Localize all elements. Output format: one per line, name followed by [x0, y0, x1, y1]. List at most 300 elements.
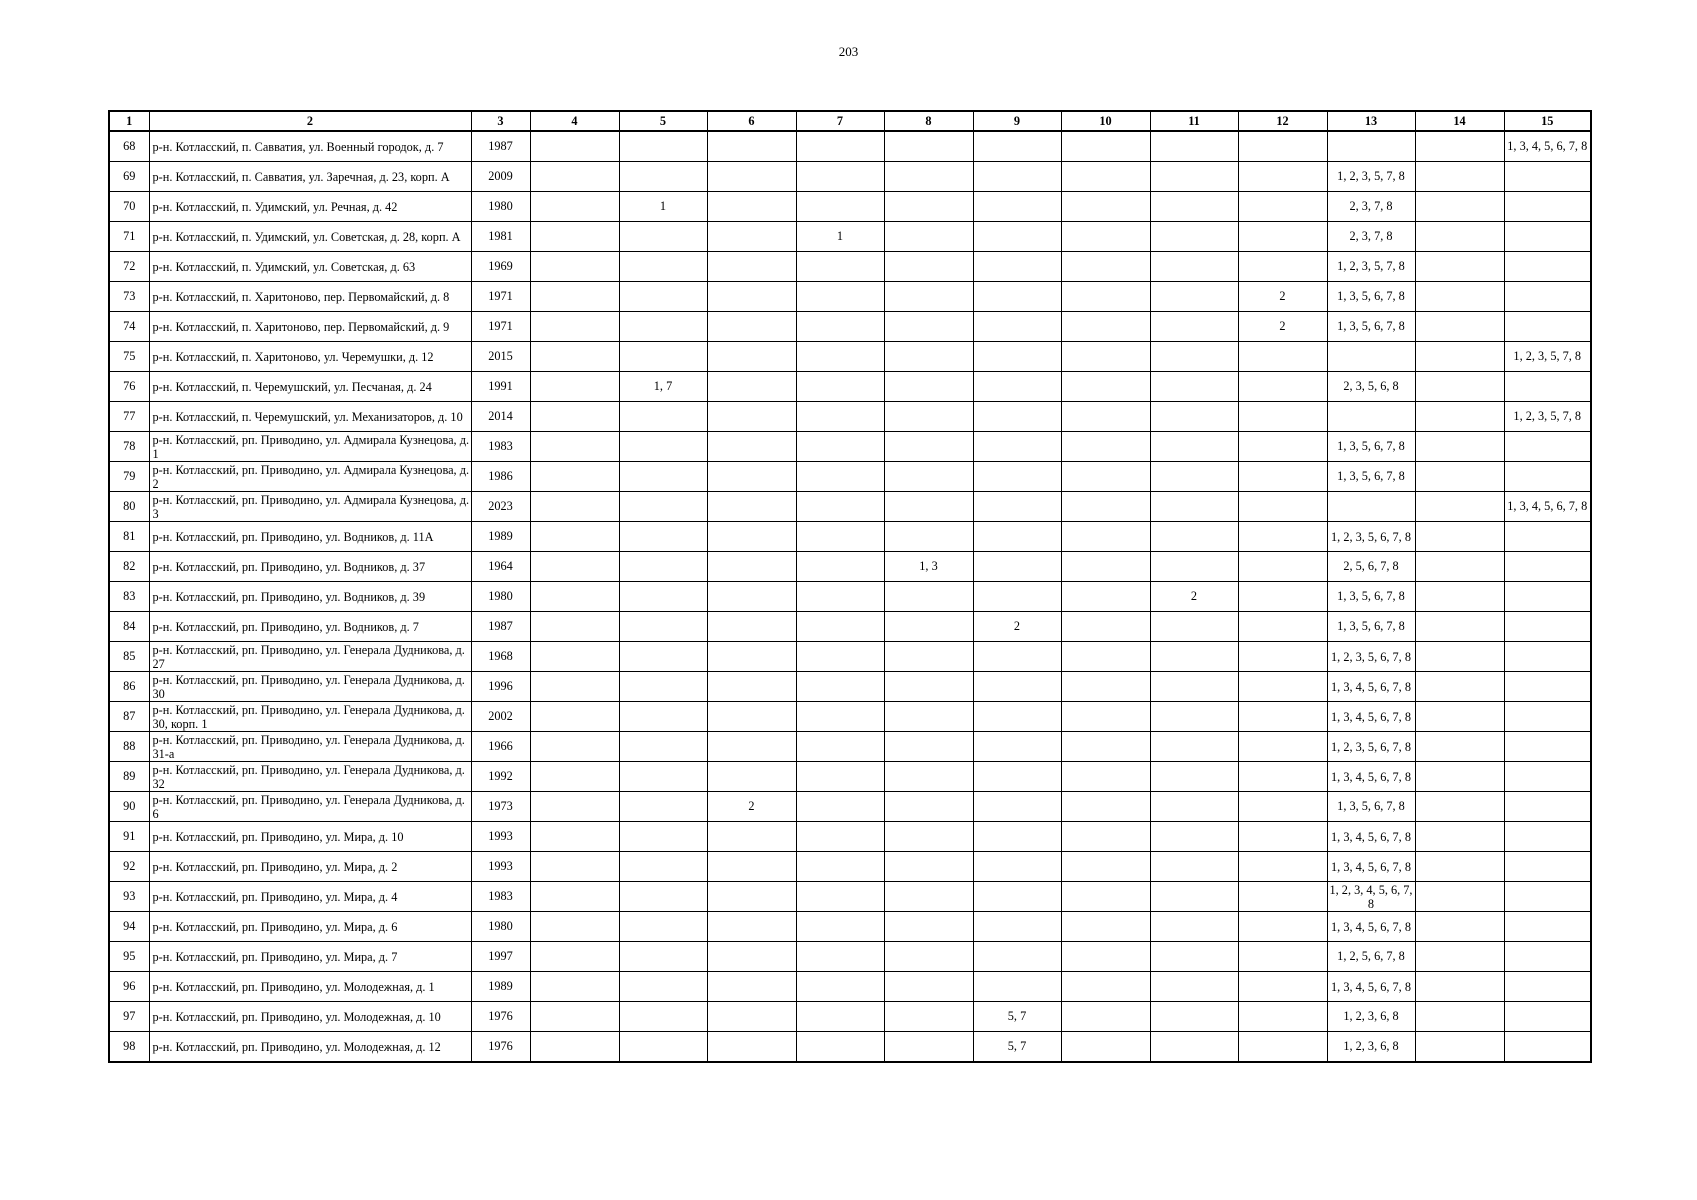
value-cell [796, 492, 884, 522]
value-cell [1061, 462, 1150, 492]
value-cell [1415, 252, 1504, 282]
value-cell [796, 1002, 884, 1032]
value-cell [884, 882, 973, 912]
row-number-cell: 70 [109, 192, 149, 222]
year-cell: 1971 [471, 282, 530, 312]
value-cell [1061, 492, 1150, 522]
address-cell: р-н. Котласский, рп. Приводино, ул. Генерала Дудникова, д. 31-а [149, 732, 471, 762]
value-cell [619, 492, 707, 522]
value-cell [796, 462, 884, 492]
value-cell [796, 642, 884, 672]
value-cell [530, 432, 619, 462]
value-cell [530, 462, 619, 492]
value-cell [796, 162, 884, 192]
value-cell [1150, 912, 1238, 942]
value-cell [796, 552, 884, 582]
value-cell [973, 582, 1061, 612]
year-cell: 1980 [471, 912, 530, 942]
value-cell [1150, 372, 1238, 402]
address-cell: р-н. Котласский, п. Удимский, ул. Советская, д. 28, корп. А [149, 222, 471, 252]
year-cell: 2009 [471, 162, 530, 192]
value-cell [1061, 972, 1150, 1002]
value-cell [1150, 282, 1238, 312]
table-row [109, 432, 1591, 462]
year-cell: 1964 [471, 552, 530, 582]
table-row [109, 192, 1591, 222]
value-cell [973, 642, 1061, 672]
value-cell: 1, 2, 5, 6, 7, 8 [1327, 942, 1415, 972]
year-cell: 1987 [471, 612, 530, 642]
value-cell: 1, 3, 5, 6, 7, 8 [1327, 312, 1415, 342]
value-cell [707, 582, 796, 612]
value-cell: 1, 3, 4, 5, 6, 7, 8 [1327, 822, 1415, 852]
column-header-13: 13 [1327, 111, 1415, 131]
value-cell [1504, 642, 1591, 672]
row-number-cell: 83 [109, 582, 149, 612]
column-header-8: 8 [884, 111, 973, 131]
column-header-11: 11 [1150, 111, 1238, 131]
column-header-3: 3 [471, 111, 530, 131]
value-cell [530, 492, 619, 522]
year-cell: 1987 [471, 131, 530, 162]
column-header-2: 2 [149, 111, 471, 131]
value-cell [1238, 1002, 1327, 1032]
row-number-cell: 75 [109, 342, 149, 372]
row-number-cell: 97 [109, 1002, 149, 1032]
value-cell [1415, 642, 1504, 672]
value-cell [1415, 222, 1504, 252]
address-cell: р-н. Котласский, п. Харитоново, пер. Первомайский, д. 8 [149, 282, 471, 312]
table-row [109, 342, 1591, 372]
value-cell: 1 [619, 192, 707, 222]
address-cell: р-н. Котласский, п. Черемушский, ул. Механизаторов, д. 10 [149, 402, 471, 432]
value-cell [1238, 972, 1327, 1002]
value-cell [1238, 252, 1327, 282]
value-cell [1504, 282, 1591, 312]
value-cell [973, 792, 1061, 822]
value-cell [1061, 402, 1150, 432]
value-cell [530, 912, 619, 942]
value-cell [1504, 942, 1591, 972]
value-cell [1504, 312, 1591, 342]
value-cell [973, 222, 1061, 252]
value-cell [619, 1032, 707, 1063]
value-cell [1238, 732, 1327, 762]
value-cell [530, 822, 619, 852]
year-cell: 1980 [471, 192, 530, 222]
value-cell [1061, 282, 1150, 312]
value-cell [707, 312, 796, 342]
value-cell [1061, 882, 1150, 912]
value-cell [707, 972, 796, 1002]
value-cell [1415, 492, 1504, 522]
table-row [109, 882, 1591, 912]
value-cell [884, 312, 973, 342]
value-cell [530, 192, 619, 222]
value-cell [796, 702, 884, 732]
value-cell [1415, 1002, 1504, 1032]
value-cell [973, 192, 1061, 222]
value-cell [1150, 822, 1238, 852]
column-header-15: 15 [1504, 111, 1591, 131]
value-cell [973, 552, 1061, 582]
value-cell [796, 822, 884, 852]
value-cell [973, 312, 1061, 342]
year-cell: 1989 [471, 972, 530, 1002]
row-number-cell: 95 [109, 942, 149, 972]
value-cell [1415, 282, 1504, 312]
value-cell [707, 552, 796, 582]
value-cell [1061, 522, 1150, 552]
value-cell [796, 522, 884, 552]
year-cell: 1993 [471, 852, 530, 882]
value-cell [530, 552, 619, 582]
table-row [109, 972, 1591, 1002]
year-cell: 1992 [471, 762, 530, 792]
value-cell [619, 732, 707, 762]
value-cell [973, 131, 1061, 162]
value-cell [796, 942, 884, 972]
value-cell [530, 972, 619, 1002]
value-cell [1061, 342, 1150, 372]
value-cell: 1, 3, 4, 5, 6, 7, 8 [1327, 852, 1415, 882]
table-row [109, 1032, 1591, 1063]
value-cell: 2 [1150, 582, 1238, 612]
value-cell [530, 312, 619, 342]
value-cell [619, 852, 707, 882]
table-row [109, 402, 1591, 432]
value-cell [1238, 402, 1327, 432]
value-cell [1415, 762, 1504, 792]
value-cell [707, 522, 796, 552]
value-cell: 1, 3, 4, 5, 6, 7, 8 [1327, 972, 1415, 1002]
address-cell: р-н. Котласский, п. Савватия, ул. Заречная, д. 23, корп. А [149, 162, 471, 192]
value-cell [1504, 552, 1591, 582]
value-cell [619, 702, 707, 732]
page-number: 203 [838, 44, 859, 59]
value-cell [1415, 432, 1504, 462]
value-cell [1415, 552, 1504, 582]
value-cell [973, 282, 1061, 312]
value-cell [1238, 432, 1327, 462]
table-row [109, 462, 1591, 492]
value-cell [707, 1032, 796, 1063]
value-cell [707, 402, 796, 432]
value-cell [530, 522, 619, 552]
value-cell [530, 1002, 619, 1032]
row-number-cell: 91 [109, 822, 149, 852]
value-cell [1150, 612, 1238, 642]
value-cell [1150, 1002, 1238, 1032]
value-cell: 2 [1238, 312, 1327, 342]
value-cell [1238, 702, 1327, 732]
value-cell [1150, 462, 1238, 492]
value-cell [1061, 612, 1150, 642]
address-cell: р-н. Котласский, рп. Приводино, ул. Водников, д. 37 [149, 552, 471, 582]
value-cell [1238, 492, 1327, 522]
value-cell [973, 972, 1061, 1002]
year-cell: 1983 [471, 432, 530, 462]
row-number-cell: 88 [109, 732, 149, 762]
value-cell [973, 372, 1061, 402]
value-cell [530, 882, 619, 912]
value-cell: 1, 3, 4, 5, 6, 7, 8 [1504, 492, 1591, 522]
value-cell: 1, 2, 3, 5, 6, 7, 8 [1327, 522, 1415, 552]
value-cell: 5, 7 [973, 1032, 1061, 1063]
value-cell [1415, 972, 1504, 1002]
value-cell [1504, 162, 1591, 192]
value-cell: 1, 3, 5, 6, 7, 8 [1327, 582, 1415, 612]
table-body [109, 131, 1591, 1062]
table-row [109, 642, 1591, 672]
value-cell [1504, 522, 1591, 552]
value-cell [796, 342, 884, 372]
value-cell [619, 942, 707, 972]
value-cell [1150, 312, 1238, 342]
value-cell [796, 672, 884, 702]
value-cell [1061, 252, 1150, 282]
value-cell [1061, 582, 1150, 612]
value-cell [1415, 131, 1504, 162]
address-cell: р-н. Котласский, рп. Приводино, ул. Адмирала Кузнецова, д. 2 [149, 462, 471, 492]
value-cell [973, 822, 1061, 852]
value-cell [884, 462, 973, 492]
value-cell [707, 1002, 796, 1032]
value-cell: 1, 3, 4, 5, 6, 7, 8 [1327, 912, 1415, 942]
value-cell [530, 942, 619, 972]
value-cell: 2, 5, 6, 7, 8 [1327, 552, 1415, 582]
value-cell: 2, 3, 7, 8 [1327, 222, 1415, 252]
value-cell [1327, 131, 1415, 162]
value-cell [884, 612, 973, 642]
row-number-cell: 89 [109, 762, 149, 792]
value-cell [1150, 131, 1238, 162]
value-cell [973, 522, 1061, 552]
value-cell: 1, 3, 5, 6, 7, 8 [1327, 462, 1415, 492]
value-cell [619, 1002, 707, 1032]
value-cell [1415, 912, 1504, 942]
value-cell [1061, 702, 1150, 732]
value-cell [707, 762, 796, 792]
row-number-cell: 87 [109, 702, 149, 732]
value-cell [1504, 792, 1591, 822]
value-cell [973, 432, 1061, 462]
value-cell [1327, 492, 1415, 522]
column-header-7: 7 [796, 111, 884, 131]
value-cell [1415, 402, 1504, 432]
table-row [109, 792, 1591, 822]
table-row [109, 942, 1591, 972]
value-cell [1061, 942, 1150, 972]
value-cell [619, 672, 707, 702]
value-cell: 1, 2, 3, 5, 6, 7, 8 [1327, 732, 1415, 762]
value-cell [707, 882, 796, 912]
address-cell: р-н. Котласский, рп. Приводино, ул. Мира, д. 4 [149, 882, 471, 912]
value-cell: 1, 2, 3, 4, 5, 6, 7, 8 [1327, 882, 1415, 912]
value-cell [1504, 462, 1591, 492]
value-cell: 1, 7 [619, 372, 707, 402]
value-cell [1061, 852, 1150, 882]
value-cell [530, 372, 619, 402]
value-cell [1150, 852, 1238, 882]
value-cell [1061, 192, 1150, 222]
row-number-cell: 68 [109, 131, 149, 162]
value-cell: 1, 3, 4, 5, 6, 7, 8 [1327, 702, 1415, 732]
value-cell [1061, 792, 1150, 822]
value-cell [1504, 972, 1591, 1002]
value-cell [1150, 402, 1238, 432]
value-cell [1415, 462, 1504, 492]
value-cell [1504, 702, 1591, 732]
row-number-cell: 90 [109, 792, 149, 822]
value-cell [796, 972, 884, 1002]
value-cell [1415, 312, 1504, 342]
column-header-1: 1 [109, 111, 149, 131]
row-number-cell: 81 [109, 522, 149, 552]
value-cell [530, 1032, 619, 1063]
value-cell [707, 222, 796, 252]
address-cell: р-н. Котласский, п. Удимский, ул. Советская, д. 63 [149, 252, 471, 282]
value-cell [1238, 1032, 1327, 1063]
column-header-10: 10 [1061, 111, 1150, 131]
value-cell [973, 942, 1061, 972]
value-cell [796, 312, 884, 342]
row-number-cell: 73 [109, 282, 149, 312]
value-cell [530, 222, 619, 252]
value-cell: 1, 3 [884, 552, 973, 582]
value-cell [707, 702, 796, 732]
table-row [109, 372, 1591, 402]
value-cell [884, 342, 973, 372]
value-cell [707, 342, 796, 372]
value-cell [884, 1002, 973, 1032]
row-number-cell: 96 [109, 972, 149, 1002]
column-header-14: 14 [1415, 111, 1504, 131]
value-cell [1327, 342, 1415, 372]
value-cell [707, 912, 796, 942]
value-cell [796, 792, 884, 822]
value-cell [884, 762, 973, 792]
table-row [109, 282, 1591, 312]
value-cell [973, 912, 1061, 942]
value-cell [884, 222, 973, 252]
value-cell [619, 762, 707, 792]
value-cell [796, 882, 884, 912]
value-cell [530, 642, 619, 672]
value-cell [1327, 402, 1415, 432]
value-cell [619, 162, 707, 192]
address-cell: р-н. Котласский, рп. Приводино, ул. Генерала Дудникова, д. 27 [149, 642, 471, 672]
value-cell [1415, 342, 1504, 372]
value-cell [1150, 642, 1238, 672]
value-cell [530, 342, 619, 372]
value-cell [1061, 552, 1150, 582]
value-cell: 1, 3, 4, 5, 6, 7, 8 [1327, 762, 1415, 792]
value-cell [707, 822, 796, 852]
value-cell [707, 852, 796, 882]
value-cell: 1, 2, 3, 5, 7, 8 [1327, 252, 1415, 282]
value-cell [619, 882, 707, 912]
value-cell [619, 972, 707, 1002]
value-cell [973, 492, 1061, 522]
year-cell: 2015 [471, 342, 530, 372]
value-cell [884, 792, 973, 822]
year-cell: 1973 [471, 792, 530, 822]
address-cell: р-н. Котласский, рп. Приводино, ул. Молодежная, д. 10 [149, 1002, 471, 1032]
value-cell: 1, 3, 5, 6, 7, 8 [1327, 282, 1415, 312]
value-cell [1238, 192, 1327, 222]
table-row [109, 252, 1591, 282]
value-cell [884, 732, 973, 762]
address-cell: р-н. Котласский, рп. Приводино, ул. Молодежная, д. 1 [149, 972, 471, 1002]
value-cell [707, 282, 796, 312]
value-cell: 1, 2, 3, 5, 6, 7, 8 [1327, 642, 1415, 672]
year-cell: 1996 [471, 672, 530, 702]
address-cell: р-н. Котласский, п. Харитоново, ул. Черемушки, д. 12 [149, 342, 471, 372]
value-cell [619, 522, 707, 552]
column-header-9: 9 [973, 111, 1061, 131]
value-cell [619, 342, 707, 372]
value-cell [1238, 131, 1327, 162]
value-cell: 5, 7 [973, 1002, 1061, 1032]
value-cell [884, 672, 973, 702]
value-cell [973, 762, 1061, 792]
row-number-cell: 76 [109, 372, 149, 402]
value-cell [1504, 912, 1591, 942]
value-cell [530, 702, 619, 732]
value-cell [619, 642, 707, 672]
year-cell: 1989 [471, 522, 530, 552]
value-cell [619, 582, 707, 612]
value-cell [1238, 852, 1327, 882]
value-cell [1238, 912, 1327, 942]
table-row [109, 552, 1591, 582]
value-cell [1238, 792, 1327, 822]
value-cell [796, 762, 884, 792]
value-cell [1150, 762, 1238, 792]
value-cell [1504, 192, 1591, 222]
value-cell [707, 642, 796, 672]
value-cell [884, 282, 973, 312]
address-cell: р-н. Котласский, п. Удимский, ул. Речная, д. 42 [149, 192, 471, 222]
value-cell [1061, 642, 1150, 672]
value-cell [884, 1032, 973, 1063]
value-cell [530, 282, 619, 312]
value-cell [1238, 522, 1327, 552]
value-cell [796, 612, 884, 642]
address-cell: р-н. Котласский, рп. Приводино, ул. Мира, д. 7 [149, 942, 471, 972]
address-cell: р-н. Котласский, рп. Приводино, ул. Адмирала Кузнецова, д. 1 [149, 432, 471, 462]
row-number-cell: 79 [109, 462, 149, 492]
value-cell: 2, 3, 5, 6, 8 [1327, 372, 1415, 402]
value-cell [530, 612, 619, 642]
value-cell [1415, 162, 1504, 192]
value-cell [707, 492, 796, 522]
value-cell [619, 462, 707, 492]
year-cell: 1980 [471, 582, 530, 612]
year-cell: 1993 [471, 822, 530, 852]
value-cell [1150, 162, 1238, 192]
value-cell [530, 852, 619, 882]
row-number-cell: 98 [109, 1032, 149, 1063]
address-cell: р-н. Котласский, рп. Приводино, ул. Мира, д. 10 [149, 822, 471, 852]
value-cell [973, 732, 1061, 762]
value-cell [1504, 822, 1591, 852]
table-row [109, 312, 1591, 342]
value-cell [707, 131, 796, 162]
value-cell: 1, 3, 4, 5, 6, 7, 8 [1504, 131, 1591, 162]
table-row [109, 912, 1591, 942]
